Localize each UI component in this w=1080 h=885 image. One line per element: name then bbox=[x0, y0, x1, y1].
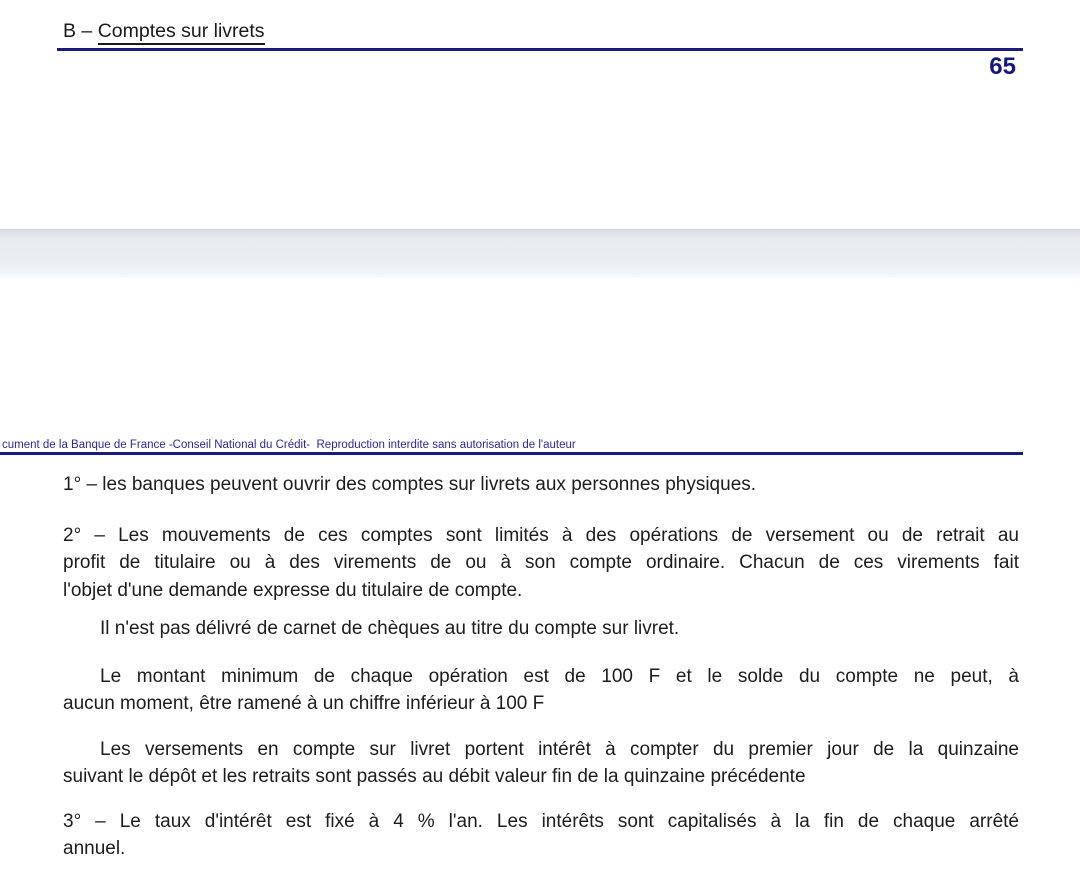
paragraph-4 bbox=[63, 663, 1019, 718]
section-letter: B – bbox=[63, 20, 98, 42]
paragraph-3 bbox=[63, 615, 1019, 643]
text-line: 3° – Le taux d'intérêt est fixé à 4 % l'an. Les intérêts sont capitalisés à la fin de chaque arrêté bbox=[63, 810, 1019, 832]
copyright-notice: cument de la Banque de France -Conseil National du Crédit- Reproduction interdite sans autorisation de l'auteur bbox=[2, 439, 576, 451]
text-line: profit de titulaire ou à des virements de ou à son compte ordinaire. Chacun de ces virements fait bbox=[63, 552, 1019, 573]
section-title: Comptes sur livrets bbox=[98, 20, 265, 45]
top-divider-rule bbox=[57, 48, 1023, 51]
section-heading bbox=[63, 19, 265, 44]
page-number: 65 bbox=[989, 53, 1016, 80]
paragraph-1 bbox=[63, 471, 1019, 499]
paragraph-6 bbox=[63, 808, 1019, 863]
text-line: Il n'est pas délivré de carnet de chèques au titre du compte sur livret. bbox=[100, 618, 680, 639]
paragraph-5 bbox=[63, 736, 1019, 791]
text-line: suivant le dépôt et les retraits sont passés au débit valeur fin de la quinzaine précédente bbox=[63, 766, 806, 787]
text-line: Le montant minimum de chaque opération est de 100 F et le solde du compte ne peut, à bbox=[100, 665, 1019, 687]
text-line: annuel. bbox=[63, 838, 126, 859]
document-body bbox=[63, 471, 1019, 863]
notice-divider-rule bbox=[0, 452, 1023, 455]
text-line: Les versements en compte sur livret portent intérêt à compter du premier jour de la quinzaine bbox=[100, 738, 1019, 760]
gray-band bbox=[0, 229, 1080, 278]
text-line: 1° – les banques peuvent ouvrir des comptes sur livrets aux personnes physiques. bbox=[63, 474, 757, 495]
text-line: 2° – Les mouvements de ces comptes sont limités à des opérations de versement ou de retrait au bbox=[63, 524, 1019, 546]
paragraph-2 bbox=[63, 522, 1019, 605]
text-line: aucun moment, être ramené à un chiffre inférieur à 100 F bbox=[63, 693, 545, 714]
text-line: l'objet d'une demande expresse du titulaire de compte. bbox=[63, 579, 523, 601]
